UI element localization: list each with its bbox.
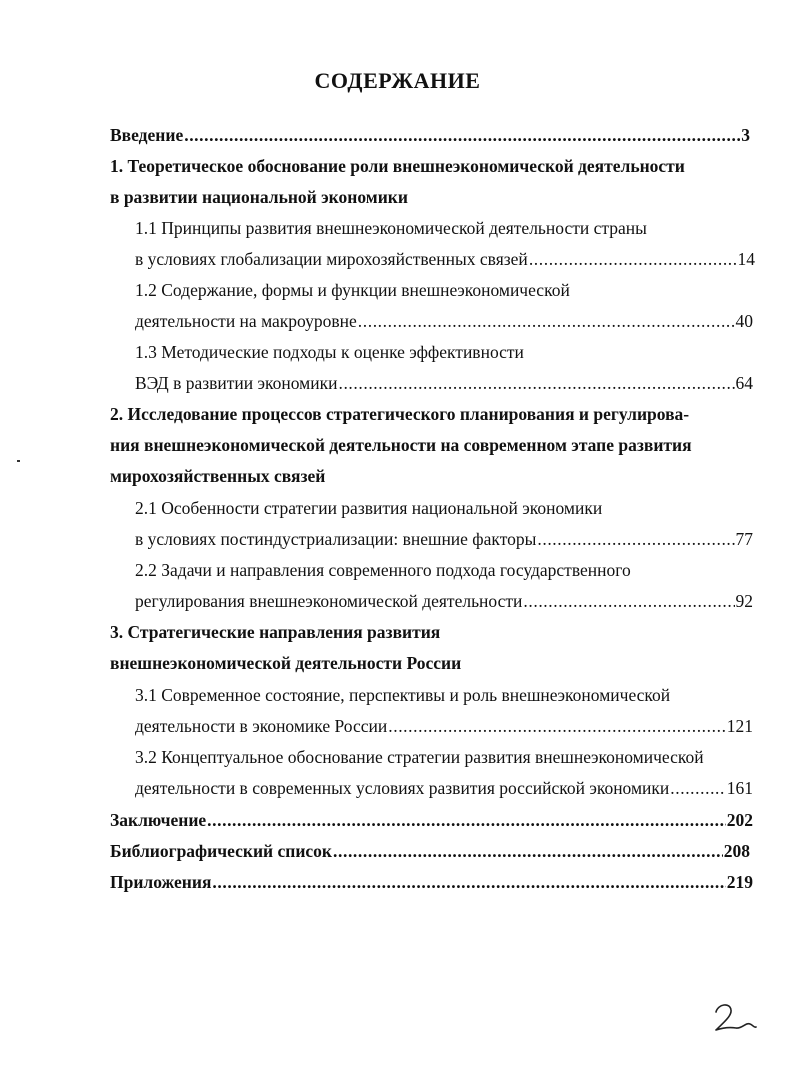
- toc-page-number: 161: [726, 778, 753, 798]
- toc-entry-text: Библиографический список: [110, 841, 333, 861]
- toc-page-number: 121: [726, 716, 753, 736]
- toc-entry-text: регулирования внешнеэкономической деятельности: [135, 591, 523, 611]
- toc-entry-conclusion[interactable]: [110, 807, 753, 833]
- toc-page-number: 64: [735, 373, 753, 393]
- toc-section-2-1-line-2[interactable]: [135, 526, 753, 552]
- toc-section-1-3-line-2[interactable]: [135, 370, 753, 396]
- toc-page-number: 208: [723, 841, 750, 861]
- toc-entry-text: Приложения: [110, 872, 212, 892]
- toc-entry-bibliography[interactable]: [110, 838, 750, 864]
- toc-chapter-2-line-1[interactable]: 2. Исследование процессов стратегического планирования и регулирова-: [110, 404, 690, 424]
- dot-leader: [207, 807, 726, 833]
- toc-chapter-2-line-2[interactable]: ния внешнеэкономической деятельности на современном этапе развития: [110, 435, 692, 455]
- toc-page-number: 92: [735, 591, 753, 611]
- toc-entry-text: Заключение: [110, 810, 207, 830]
- toc-section-1-2-line-2[interactable]: [135, 308, 753, 334]
- toc-section-2-2-line-2[interactable]: [135, 588, 753, 614]
- toc-chapter-3-line-1[interactable]: 3. Стратегические направления развития: [110, 622, 441, 642]
- toc-entry-text: деятельности в экономике России: [135, 716, 388, 736]
- dot-leader: [523, 588, 734, 614]
- toc-page-number: 219: [726, 872, 753, 892]
- toc-entry-text: деятельности в современных условиях развития российской экономики: [135, 778, 670, 798]
- toc-section-3-2-line-2[interactable]: [135, 775, 753, 801]
- toc-section-2-2-line-1[interactable]: 2.2 Задачи и направления современного подхода государственного: [135, 560, 631, 580]
- toc-entry-appendix[interactable]: [110, 869, 753, 895]
- toc-chapter-3-line-2[interactable]: внешнеэкономической деятельности России: [110, 653, 462, 673]
- toc-entry-text: в условиях глобализации мирохозяйственных связей: [135, 249, 528, 269]
- toc-chapter-1-line-2[interactable]: в развитии национальной экономики: [110, 187, 408, 207]
- toc-page-number: 3: [741, 125, 750, 145]
- toc-entry-intro[interactable]: [110, 122, 750, 148]
- handwritten-page-number: [710, 1000, 760, 1036]
- toc-section-3-1-line-1[interactable]: 3.1 Современное состояние, перспективы и роль внешнеэкономической: [135, 685, 671, 705]
- toc-section-3-1-line-2[interactable]: [135, 713, 753, 739]
- toc-section-1-3-line-1[interactable]: 1.3 Методические подходы к оценке эффективности: [135, 342, 524, 362]
- toc-page-number: 77: [735, 529, 753, 549]
- dot-leader: [184, 122, 740, 148]
- toc-section-1-1-line-1[interactable]: 1.1 Принципы развития внешнеэкономической деятельности страны: [135, 218, 647, 238]
- dot-leader: [358, 308, 735, 334]
- dot-leader: [388, 713, 726, 739]
- dot-leader: [529, 246, 737, 272]
- toc-entry-text: ВЭД в развитии экономики: [135, 373, 338, 393]
- dot-leader: [537, 526, 734, 552]
- dot-leader: [333, 838, 723, 864]
- toc-entry-text: в условиях постиндустриализации: внешние факторы: [135, 529, 537, 549]
- toc-chapter-1-line-1[interactable]: 1. Теоретическое обоснование роли внешнеэкономической деятельности: [110, 156, 685, 176]
- dot-leader: [212, 869, 725, 895]
- toc-section-1-1-line-2[interactable]: [135, 246, 755, 272]
- dot-leader: [670, 775, 725, 801]
- toc-entry-text: деятельности на макроуровне: [135, 311, 357, 331]
- toc-section-2-1-line-1[interactable]: 2.1 Особенности стратегии развития национальной экономики: [135, 498, 603, 518]
- toc-chapter-2-line-3[interactable]: мирохозяйственных связей: [110, 466, 326, 486]
- toc-page-number: 202: [726, 810, 753, 830]
- toc-page-number: 40: [735, 311, 753, 331]
- toc-section-3-2-line-1[interactable]: 3.2 Концептуальное обоснование стратегии развития внешнеэкономической: [135, 747, 704, 767]
- toc-section-1-2-line-1[interactable]: 1.2 Содержание, формы и функции внешнеэкономической: [135, 280, 570, 300]
- page-title: СОДЕРЖАНИЕ: [314, 68, 481, 93]
- dot-leader: [338, 370, 734, 396]
- toc-entry-text: Введение: [110, 125, 184, 145]
- toc-page-number: 14: [737, 249, 755, 269]
- scan-artifact: [17, 460, 20, 462]
